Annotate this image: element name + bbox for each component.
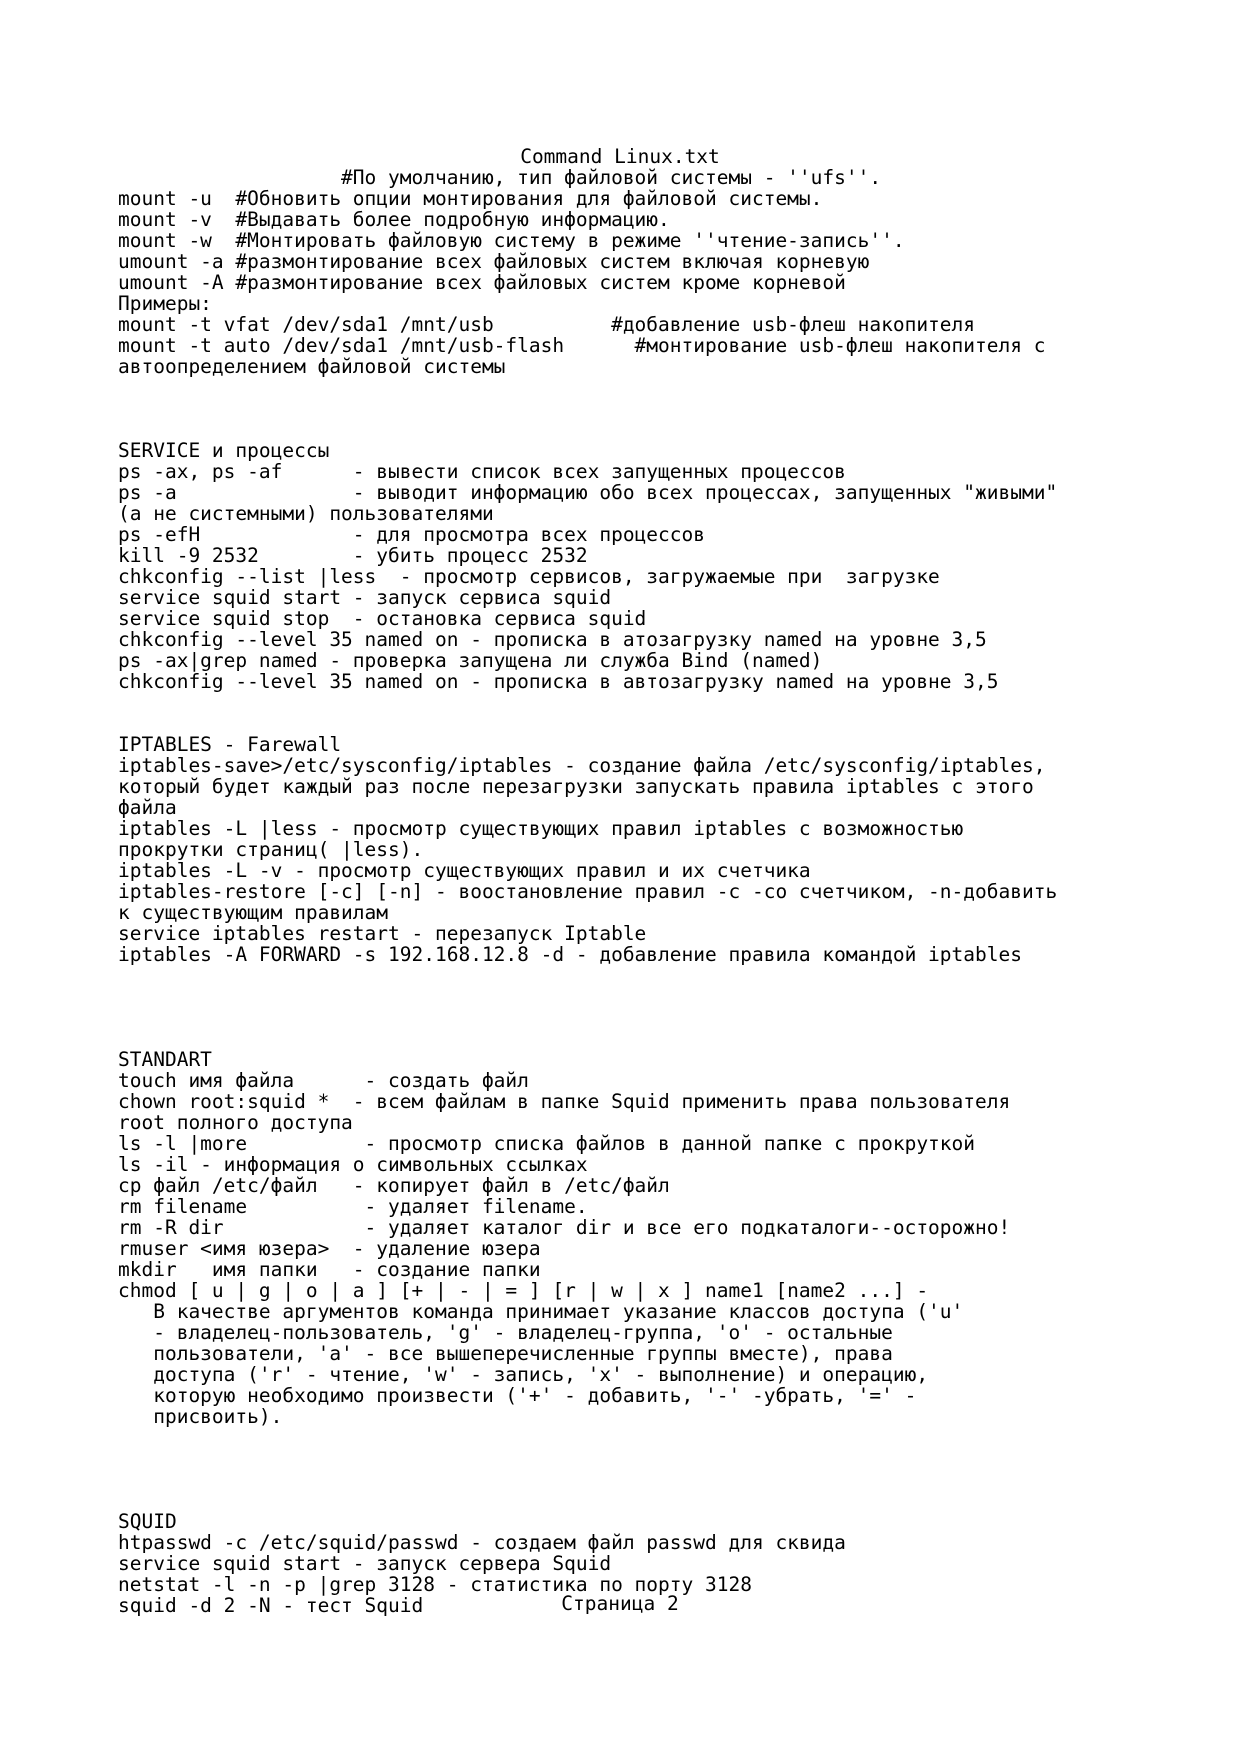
text-line: umount -a #размонтирование всех файловых систем включая корневую (118, 250, 870, 273)
text-line: chkconfig --level 35 named on - прописка в автозагрузку named на уровне 3,5 (118, 670, 999, 693)
text-line: iptables-restore [-c] [-n] - воостановление правил -c -со счетчиком, -n-добавить (118, 880, 1058, 903)
text-line: iptables -L |less - просмотр существующих правил iptables с возможностью (118, 817, 964, 840)
text-line: ls -l |more - просмотр списка файлов в данной папке с прокруткой (118, 1132, 976, 1155)
text-line: netstat -l -n -p |grep 3128 - статистика по порту 3128 (118, 1573, 752, 1596)
text-line: mount -w #Монтировать файловую систему в режиме ''чтение-запись''. (118, 229, 905, 252)
text-line: SQUID (118, 1510, 177, 1533)
text-line (118, 377, 1198, 398)
text-line: автоопределением файловой системы (118, 355, 506, 378)
text-line (118, 1007, 1198, 1028)
text-line: ls -il - информация о символьных ссылках (118, 1153, 588, 1176)
text-line: файла (118, 796, 177, 819)
text-line: (а не системными) пользователями (118, 502, 494, 525)
text-line: STANDART (118, 1048, 212, 1071)
text-line: rm -R dir - удаляет каталог dir и все его подкаталоги--осторожно! (118, 1216, 1011, 1239)
text-line: пользователи, 'a' - все вышеперечисленные группы вместе), права (118, 1342, 893, 1365)
text-line (118, 1490, 1198, 1511)
text-line: #По умолчанию, тип файловой системы - ''ufs''. (118, 166, 882, 189)
text-line: mount -v #Выдавать более подробную информацию. (118, 208, 670, 231)
text-line (118, 1469, 1198, 1490)
text-line: mount -t auto /dev/sda1 /mnt/usb-flash #монтирование usb-флеш накопителя с (118, 334, 1046, 357)
text-line (118, 1427, 1198, 1448)
text-line: chkconfig --level 35 named on - прописка в атозагрузку named на уровне 3,5 (118, 628, 987, 651)
text-line: service squid stop - остановка сервиса squid (118, 607, 647, 630)
text-line: kill -9 2532 - убить процесс 2532 (118, 544, 588, 567)
text-line: - владелец-пользователь, 'g' - владелец-группа, 'o' - остальные (118, 1321, 893, 1344)
text-line: chkconfig --list |less - просмотр сервисов, загружаемые при загрузке (118, 565, 940, 588)
text-line (118, 1448, 1198, 1469)
text-line (118, 692, 1198, 713)
text-line: ps -efH - для просмотра всех процессов (118, 523, 705, 546)
text-line: ps -ax|grep named - проверка запущена ли служба Bind (named) (118, 649, 823, 672)
page-number: Страница 2 (561, 1592, 679, 1615)
text-line: прокрутки страниц( |less). (118, 838, 424, 861)
text-line: доступа ('r' - чтение, 'w' - запись, 'x' - выполнение) и операцию, (118, 1363, 929, 1386)
text-line: root полного доступа (118, 1111, 353, 1134)
text-line (118, 1028, 1198, 1049)
text-line: mkdir имя папки - создание папки (118, 1258, 541, 1281)
text-line: Примеры: (118, 292, 212, 315)
text-line: ps -a - выводит информацию обо всех процессах, запущенных "живыми" (118, 481, 1058, 504)
document-body (118, 167, 1198, 1616)
text-line (118, 398, 1198, 419)
text-line: mount -t vfat /dev/sda1 /mnt/usb #добавление usb-флеш накопителя (118, 313, 976, 336)
text-line: В качестве аргументов команда принимает указание классов доступа ('u' (118, 1300, 964, 1323)
text-line: ps -ax, ps -af - вывести список всех запущенных процессов (118, 460, 846, 483)
text-line (118, 419, 1198, 440)
text-line: squid -d 2 -N - тест Squid (118, 1594, 424, 1617)
text-line: который будет каждый раз после перезагрузки запускать правила iptables с этого (118, 775, 1034, 798)
text-line: service iptables restart - перезапуск Iptable (118, 922, 647, 945)
text-line: iptables-save>/etc/sysconfig/iptables - создание файла /etc/sysconfig/iptables, (118, 754, 1046, 777)
text-line: IPTABLES - Farewall (118, 733, 342, 756)
text-line: service squid start - запуск сервера Squid (118, 1552, 612, 1575)
text-line: chown root:squid * - всем файлам в папке Squid применить права пользователя (118, 1090, 1011, 1113)
text-line: rmuser <имя юзера> - удаление юзера (118, 1237, 541, 1260)
text-line: SERVICE и процессы (118, 439, 330, 462)
text-line (118, 986, 1198, 1007)
text-line: mount -u #Обновить опции монтирования для файловой системы. (118, 187, 823, 210)
text-line (118, 713, 1198, 734)
text-line: umount -A #размонтирование всех файловых систем кроме корневой (118, 271, 846, 294)
text-line: присвоить). (118, 1405, 283, 1428)
text-line: iptables -A FORWARD -s 192.168.12.8 -d - добавление правила командой iptables (118, 943, 1022, 966)
text-line: iptables -L -v - просмотр существующих правил и их счетчика (118, 859, 811, 882)
text-line: service squid start - запуск сервиса squid (118, 586, 612, 609)
text-line: которую необходимо произвести ('+' - добавить, '-' -убрать, '=' - (118, 1384, 917, 1407)
text-line: htpasswd -c /etc/squid/passwd - создаем файл passwd для сквида (118, 1531, 846, 1554)
text-line: touch имя файла - создать файл (118, 1069, 529, 1092)
text-line: к существующим правилам (118, 901, 389, 924)
text-line (118, 965, 1198, 986)
document-title: Command Linux.txt (520, 145, 720, 168)
text-line: cp файл /etc/файл - копирует файл в /etc/файл (118, 1174, 670, 1197)
text-line: chmod [ u | g | o | a ] [+ | - | = ] [r | w | x ] name1 [name2 ...] - (118, 1279, 929, 1302)
text-line: rm filename - удаляет filename. (118, 1195, 588, 1218)
